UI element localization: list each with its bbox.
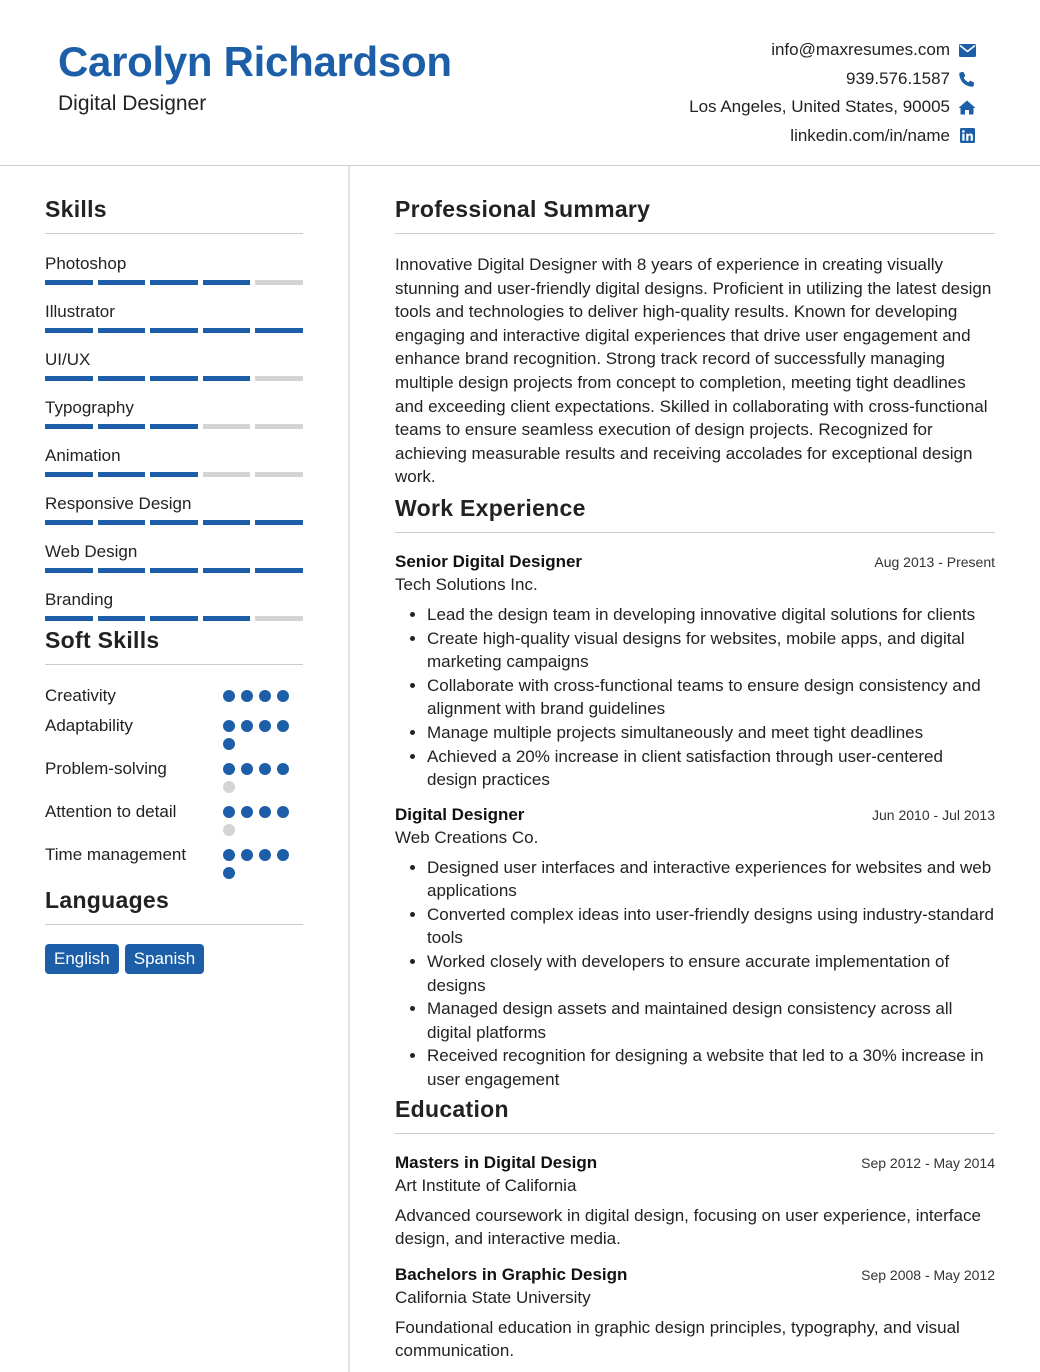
education-heading: Education <box>395 1095 509 1122</box>
skill-name: Animation <box>45 446 121 465</box>
skill-item <box>45 493 303 525</box>
skill-level-segment <box>255 424 303 429</box>
soft-skill-name: Attention to detail <box>45 802 177 821</box>
rating-dot <box>259 690 271 702</box>
summary-text: Innovative Digital Designer with 8 years of experience in creating visually stunning and user-friendly digital designs. Proficient in utilizing the latest design tools and technologies to deliver high-quality results. Known for developing engaging and interactive digital experiences that drive user engagement and enhance brand recognition. Strong track record of successfully managing multiple design projects from concept to completion, meeting tight deadlines and exceeding client expectations. Skilled in collaborating with cross-functional teams to ensure seamless execution of design projects. Recognized for achieving measurable results and receiving accolades for exceptional design work. <box>395 255 992 487</box>
skill-name: Branding <box>45 590 114 609</box>
soft-skill-item <box>45 684 303 707</box>
skill-level-segment <box>203 424 251 429</box>
contact-location-text: Los Angeles, United States, 90005 <box>689 97 950 117</box>
skill-level-segment <box>203 376 251 381</box>
skill-level-segment <box>98 472 146 477</box>
envelope-icon <box>958 41 976 59</box>
soft-skill-rating <box>223 800 303 836</box>
soft-skill-name: Adaptability <box>45 716 133 735</box>
rating-dot <box>241 763 253 775</box>
skill-level-segment <box>150 376 198 381</box>
skill-level-segment <box>203 568 251 573</box>
soft-skill-rating <box>223 757 303 793</box>
school-name: Art Institute of California <box>395 1175 577 1195</box>
contact-email[interactable] <box>689 36 976 65</box>
sidebar <box>45 196 303 974</box>
skills-list <box>45 253 303 621</box>
skill-level-segment <box>255 280 303 285</box>
soft-skill-item <box>45 757 303 793</box>
skill-level-segment <box>98 616 146 621</box>
rating-dot <box>241 849 253 861</box>
experience-section <box>395 495 995 1092</box>
skills-heading: Skills <box>45 196 107 222</box>
education-entry <box>395 1265 995 1363</box>
skill-level-bar <box>45 424 303 429</box>
degree-title: Bachelors in Graphic Design <box>395 1264 628 1284</box>
rating-dot <box>223 849 235 861</box>
rating-dot <box>223 763 235 775</box>
main-content <box>395 196 995 1363</box>
skill-level-segment <box>45 568 93 573</box>
skill-level-segment <box>45 472 93 477</box>
soft-skill-name: Creativity <box>45 686 116 705</box>
education-entry <box>395 1153 995 1251</box>
contact-phone-text: 939.576.1587 <box>846 68 950 88</box>
skill-level-segment <box>98 328 146 333</box>
rating-dot <box>223 781 235 793</box>
job-bullet: • Managed design assets and maintained design consistency across all digital platforms <box>427 997 995 1044</box>
skill-level-segment <box>255 520 303 525</box>
skill-level-segment <box>98 568 146 573</box>
job-bullet: • Achieved a 20% increase in client satisfaction through user-centered design practices <box>427 745 995 792</box>
soft-skills-rule <box>45 664 303 665</box>
soft-skill-item <box>45 843 303 879</box>
rating-dot <box>241 690 253 702</box>
skill-level-bar <box>45 568 303 573</box>
skills-section <box>45 196 303 621</box>
job-bullet: • Collaborate with cross-functional teams to ensure design consistency and alignment with brand guidelines <box>427 674 995 721</box>
soft-skill-rating <box>223 684 303 702</box>
skill-level-segment <box>150 424 198 429</box>
soft-skill-name: Time management <box>45 845 187 864</box>
skill-level-segment <box>45 520 93 525</box>
contact-linkedin-text: linkedin.com/in/name <box>790 125 950 145</box>
skill-level-segment <box>203 328 251 333</box>
rating-dot <box>259 720 271 732</box>
job-company: Tech Solutions Inc. <box>395 574 538 594</box>
soft-skill-name: Problem-solving <box>45 759 167 778</box>
skill-level-segment <box>203 472 251 477</box>
skill-item <box>45 589 303 621</box>
skill-level-segment <box>150 520 198 525</box>
job-company: Web Creations Co. <box>395 827 539 847</box>
skill-level-segment <box>255 328 303 333</box>
skill-level-bar <box>45 376 303 381</box>
skill-level-segment <box>255 376 303 381</box>
experience-heading: Work Experience <box>395 494 586 521</box>
rating-dot <box>223 690 235 702</box>
degree-title: Masters in Digital Design <box>395 1152 598 1172</box>
language-tag: English <box>45 944 119 974</box>
summary-section <box>395 196 995 489</box>
education-description: Foundational education in graphic design principles, typography, and visual communication. <box>395 1317 960 1361</box>
soft-skills-list <box>45 684 303 879</box>
rating-dot <box>259 763 271 775</box>
skill-level-segment <box>150 568 198 573</box>
skill-name: Responsive Design <box>45 494 192 513</box>
skill-level-segment <box>255 568 303 573</box>
rating-dot <box>223 738 235 750</box>
education-date: Sep 2012 - May 2014 <box>861 1154 995 1171</box>
soft-skill-rating <box>223 843 303 879</box>
candidate-role: Digital Designer <box>58 92 207 115</box>
summary-heading: Professional Summary <box>395 196 651 222</box>
rating-dot <box>259 806 271 818</box>
skill-level-segment <box>45 616 93 621</box>
job-bullet: • Received recognition for designing a website that led to a 30% increase in user engagement <box>427 1044 995 1091</box>
resume-header <box>0 0 1040 166</box>
skill-level-segment <box>98 520 146 525</box>
job-entry <box>395 552 995 792</box>
skill-level-segment <box>255 472 303 477</box>
languages-rule <box>45 924 303 925</box>
education-section <box>395 1096 995 1363</box>
soft-skill-rating <box>223 714 303 750</box>
skill-item <box>45 349 303 381</box>
education-description: Advanced coursework in digital design, focusing on user experience, interface design, and interactive media. <box>395 1205 981 1249</box>
column-divider <box>348 166 350 1372</box>
phone-icon <box>958 70 976 88</box>
languages-heading: Languages <box>45 887 170 913</box>
skill-level-segment <box>98 424 146 429</box>
skill-item <box>45 301 303 333</box>
skill-level-bar <box>45 328 303 333</box>
skill-level-segment <box>203 280 251 285</box>
skill-level-segment <box>150 472 198 477</box>
skill-level-bar <box>45 616 303 621</box>
contact-list <box>689 36 976 150</box>
skill-level-segment <box>98 280 146 285</box>
education-rule <box>395 1133 995 1134</box>
skills-rule <box>45 233 303 234</box>
skill-level-segment <box>45 424 93 429</box>
soft-skill-item <box>45 714 303 750</box>
contact-location <box>689 93 976 122</box>
rating-dot <box>223 806 235 818</box>
rating-dot <box>241 720 253 732</box>
experience-rule <box>395 532 995 533</box>
summary-rule <box>395 233 995 234</box>
rating-dot <box>223 824 235 836</box>
job-bullet: • Create high-quality visual designs for websites, mobile apps, and digital marketing campaigns <box>427 627 995 674</box>
job-title: Digital Designer <box>395 804 525 824</box>
skill-level-segment <box>45 280 93 285</box>
skill-level-bar <box>45 520 303 525</box>
skill-level-bar <box>45 472 303 477</box>
rating-dot <box>277 720 289 732</box>
school-name: California State University <box>395 1287 591 1307</box>
job-bullet: • Worked closely with developers to ensure accurate implementation of designs <box>427 950 995 997</box>
home-icon <box>958 98 976 116</box>
job-bullet: • Manage multiple projects simultaneously and meet tight deadlines <box>427 721 995 745</box>
contact-email-text: info@maxresumes.com <box>771 40 950 60</box>
skill-level-bar <box>45 280 303 285</box>
job-date: Aug 2013 - Present <box>874 553 995 570</box>
rating-dot <box>223 720 235 732</box>
rating-dot <box>223 867 235 879</box>
skill-level-segment <box>45 376 93 381</box>
linkedin-icon <box>958 127 976 145</box>
job-bullets <box>395 856 995 1092</box>
job-date: Jun 2010 - Jul 2013 <box>872 806 995 823</box>
rating-dot <box>277 849 289 861</box>
skill-level-segment <box>255 616 303 621</box>
job-bullet: • Converted complex ideas into user-friendly designs using industry-standard tools <box>427 903 995 950</box>
skill-name: Photoshop <box>45 254 127 273</box>
contact-linkedin[interactable] <box>689 122 976 151</box>
skill-level-segment <box>45 328 93 333</box>
rating-dot <box>277 763 289 775</box>
job-bullet: • Lead the design team in developing innovative digital solutions for clients <box>427 603 995 627</box>
job-entry <box>395 805 995 1092</box>
education-date: Sep 2008 - May 2012 <box>861 1266 995 1283</box>
skill-level-segment <box>98 376 146 381</box>
skill-level-segment <box>150 328 198 333</box>
skill-item <box>45 445 303 477</box>
skill-name: Illustrator <box>45 302 115 321</box>
job-bullet: • Designed user interfaces and interactive experiences for websites and web applications <box>427 856 995 903</box>
rating-dot <box>277 806 289 818</box>
language-tag: Spanish <box>125 944 204 974</box>
rating-dot <box>241 806 253 818</box>
skill-level-segment <box>150 616 198 621</box>
skill-level-segment <box>203 616 251 621</box>
job-bullets <box>395 603 995 792</box>
skill-item <box>45 397 303 429</box>
candidate-name: Carolyn Richardson <box>58 38 452 85</box>
contact-phone[interactable] <box>689 65 976 94</box>
skill-level-segment <box>203 520 251 525</box>
soft-skills-heading: Soft Skills <box>45 627 160 653</box>
rating-dot <box>259 849 271 861</box>
job-title: Senior Digital Designer <box>395 551 583 571</box>
skill-name: Typography <box>45 398 134 417</box>
skill-item <box>45 541 303 573</box>
skill-item <box>45 253 303 285</box>
languages-section <box>45 887 303 974</box>
skill-name: Web Design <box>45 542 138 561</box>
skill-level-segment <box>150 280 198 285</box>
rating-dot <box>277 690 289 702</box>
languages-list <box>45 944 303 974</box>
soft-skills-section <box>45 627 303 879</box>
soft-skill-item <box>45 800 303 836</box>
skill-name: UI/UX <box>45 350 91 369</box>
